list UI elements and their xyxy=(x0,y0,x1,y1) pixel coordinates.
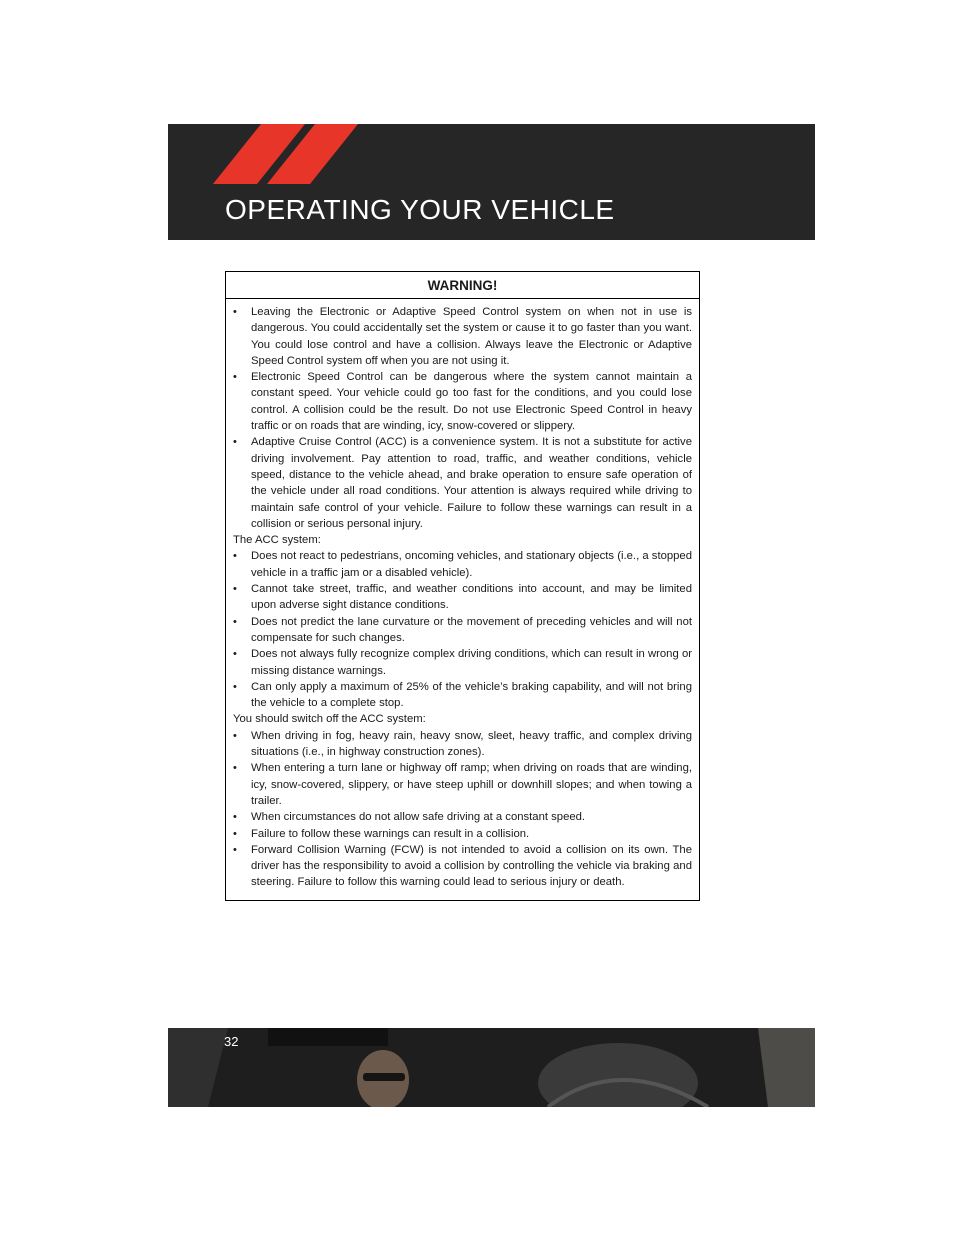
warning-body xyxy=(226,299,699,891)
warning-list-b xyxy=(233,548,692,711)
page-number: 32 xyxy=(224,1034,239,1049)
warning-item: • Can only apply a maximum of 25% of the vehicle’s braking capability, and will not bring the vehicle to a complete stop. xyxy=(233,679,692,712)
warning-item: • When entering a turn lane or highway off ramp; when driving on roads that are winding, icy, snow-covered, slippery, or have steep uphill or downhill slopes; and when towing a trailer. xyxy=(233,760,692,809)
warning-item: • Forward Collision Warning (FCW) is not intended to avoid a collision on its own. The driver has the responsibility to avoid a collision by controlling the vehicle via braking and steering. Failure to follow this warning could lead to serious injury or death. xyxy=(233,842,692,891)
warning-list-c xyxy=(233,728,692,891)
switch-off-intro: You should switch off the ACC system: xyxy=(233,713,426,726)
warning-heading: WARNING! xyxy=(226,272,699,299)
footer-banner xyxy=(168,1028,815,1107)
warning-item: • Does not always fully recognize complex driving conditions, which can result in wrong or missing distance warnings. xyxy=(233,646,692,679)
warning-list-a xyxy=(233,304,692,532)
warning-item: • Electronic Speed Control can be dangerous where the system cannot maintain a constant speed. Your vehicle could go too fast for the conditions, and you could lose control. A collision could be the result. Do not use Electronic Speed Control in heavy traffic or on roads that are winding, icy, snow-covered or slippery. xyxy=(233,369,692,434)
warning-item: • When driving in fog, heavy rain, heavy snow, sleet, heavy traffic, and complex driving situations (i.e., in highway construction zones). xyxy=(233,728,692,761)
warning-item: • Adaptive Cruise Control (ACC) is a convenience system. It is not a substitute for active driving involvement. Pay attention to road, traffic, and weather conditions, vehicle speed, distance to the vehicle ahead, and brake operation to ensure safe operation of the vehicle under all road conditions. Your attention is always required while driving to maintain safe control of your vehicle. Failure to follow these warnings can result in a collision or serious personal injury. xyxy=(233,434,692,532)
warning-item: • Does not react to pedestrians, oncoming vehicles, and stationary objects (i.e., a stopped vehicle in a traffic jam or a disabled vehicle). xyxy=(233,548,692,581)
acc-system-intro: The ACC system: xyxy=(233,534,321,547)
warning-item: • Cannot take street, traffic, and weather conditions into account, and may be limited upon adverse sight distance conditions. xyxy=(233,581,692,614)
warning-box xyxy=(225,271,700,901)
warning-item: • When circumstances do not allow safe driving at a constant speed. xyxy=(233,809,692,825)
brand-stripes-logo xyxy=(213,124,363,184)
chapter-header xyxy=(168,124,815,240)
driver-photo-image xyxy=(168,1028,815,1107)
warning-item: • Does not predict the lane curvature or the movement of preceding vehicles and will not compensate for such changes. xyxy=(233,614,692,647)
warning-item: • Failure to follow these warnings can result in a collision. xyxy=(233,826,692,842)
chapter-title: OPERATING YOUR VEHICLE xyxy=(225,194,615,225)
warning-item: • Leaving the Electronic or Adaptive Speed Control system on when not in use is dangerous. You could accidentally set the system or cause it to go faster than you want. You could lose control and have a collision. Always leave the Electronic or Adaptive Speed Control system off when you are not using it. xyxy=(233,304,692,369)
